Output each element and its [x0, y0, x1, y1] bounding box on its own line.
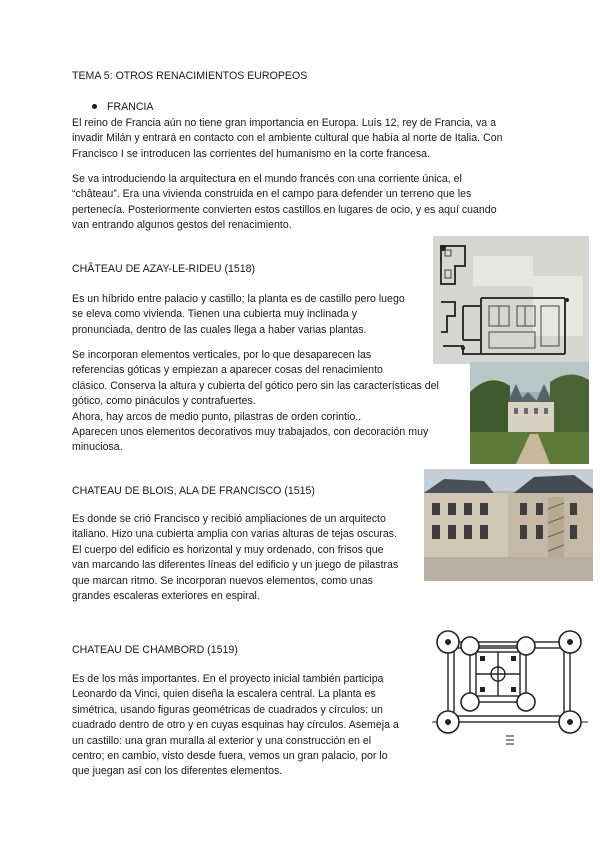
text-line: El reino de Francia aún no tiene gran importancia en Europa. Luís 12, rey de Francia, va a: [72, 117, 496, 129]
text-line: “château”. Era una vivienda construida en el campo para defender un terreno que les: [72, 188, 472, 201]
blois-castle-photo: [424, 469, 593, 581]
text-line: invadir Milán y entrará en contacto con el ambiente cultural que había al norte de Italia. Con: [72, 132, 503, 145]
text-line: centro; en cambio, visto desde fuera, vemos un gran palacio, por lo: [72, 750, 388, 763]
text-line: Es donde se crió Francisco y recibió ampliaciones de un arquitecto: [72, 513, 386, 525]
text-line: grandes escaleras exteriores en espiral.: [72, 590, 260, 603]
text-line: cuadrado dentro de otro y en cuyas esquinas hay círculos. Asemeja a: [72, 719, 399, 732]
intro-paragraph-2: [72, 172, 497, 234]
text-line: se eleva como vivienda. Tienen una cubierta muy inclinada y: [72, 308, 358, 321]
section-heading-blois: CHATEAU DE BLOIS, ALA DE FRANCISCO (1515): [72, 485, 315, 497]
text-line: que marcan ritmo. Se incorporan nuevos elementos, como unas: [72, 574, 373, 587]
azay-floor-plan-image: [433, 236, 589, 364]
text-line: Aparecen unos elementos decorativos muy trabajados, con decoración muy: [72, 426, 429, 439]
text-line: Se incorporan elementos verticales, por lo que desaparecen las: [72, 349, 372, 361]
blois-paragraph-1: [72, 512, 398, 604]
bullet-icon: [92, 104, 97, 109]
text-line: van entrando algunos gestos del renacimiento.: [72, 219, 292, 232]
chambord-paragraph-1: [72, 672, 399, 780]
text-line: Es un híbrido entre palacio y castillo; la planta es de castillo pero luego: [72, 293, 405, 305]
text-line: Francisco I se introducen las corrientes del humanismo en la corte francesa.: [72, 147, 431, 160]
text-line: Es de los más importantes. En el proyecto inicial también participa: [72, 673, 384, 685]
text-line: un castillo: una gran muralla al exterior y una construcción en el: [72, 734, 372, 747]
section-heading-azay: CHÂTEAU DE AZAY-LE-RIDEU (1518): [72, 263, 256, 275]
text-line: que juegan así con los diferentes elementos.: [72, 765, 283, 778]
text-line: Leonardo da Vinci, quien diseña la escalera central. La planta es: [72, 688, 376, 701]
text-line: Se va introduciendo la arquitectura en el mundo francés con una corriente única, el: [72, 173, 462, 185]
text-line: italiano. Hizo una cubierta amplia con varias alturas de tejas oscuras.: [72, 528, 398, 541]
section-heading-chambord: CHATEAU DE CHAMBORD (1519): [72, 644, 238, 656]
page-title: TEMA 5: OTROS RENACIMIENTOS EUROPEOS: [72, 70, 308, 82]
text-line: minuciosa.: [72, 441, 123, 454]
azay-paragraph-1: [72, 292, 405, 338]
text-line: pertenecía. Posteriormente convierten estos castillos en lugares de ocio, y es aquí cuando: [72, 203, 497, 216]
bullet-label: FRANCIA: [107, 101, 154, 113]
text-line: gótico, como pináculos y contrafuertes.: [72, 395, 256, 408]
text-line: clásico. Conserva la altura y cubierta del gótico pero sin las características del: [72, 379, 439, 392]
text-line: pronunciada, dentro de las cuales llega a haber varias plantas.: [72, 323, 367, 336]
intro-paragraph-1: [72, 116, 502, 162]
text-line: van marcando las diferentes líneas del edificio y un juego de pilastras: [72, 559, 399, 572]
text-line: referencias góticas y empiezan a aparecer cosas del renacimiento: [72, 364, 383, 377]
chambord-floor-plan-image: [428, 624, 590, 752]
azay-paragraph-2: [72, 348, 439, 456]
text-line: El cuerpo del edificio es horizontal y muy ordenado, con frisos que: [72, 543, 384, 556]
text-line: Ahora, hay arcos de medio punto, pilastras de orden corintio..: [72, 410, 362, 423]
text-line: simétrica, usando figuras geométricas de cuadrados y círculos: un: [72, 703, 383, 716]
azay-castle-photo: [470, 362, 589, 464]
bullet-item-francia: [92, 100, 154, 115]
